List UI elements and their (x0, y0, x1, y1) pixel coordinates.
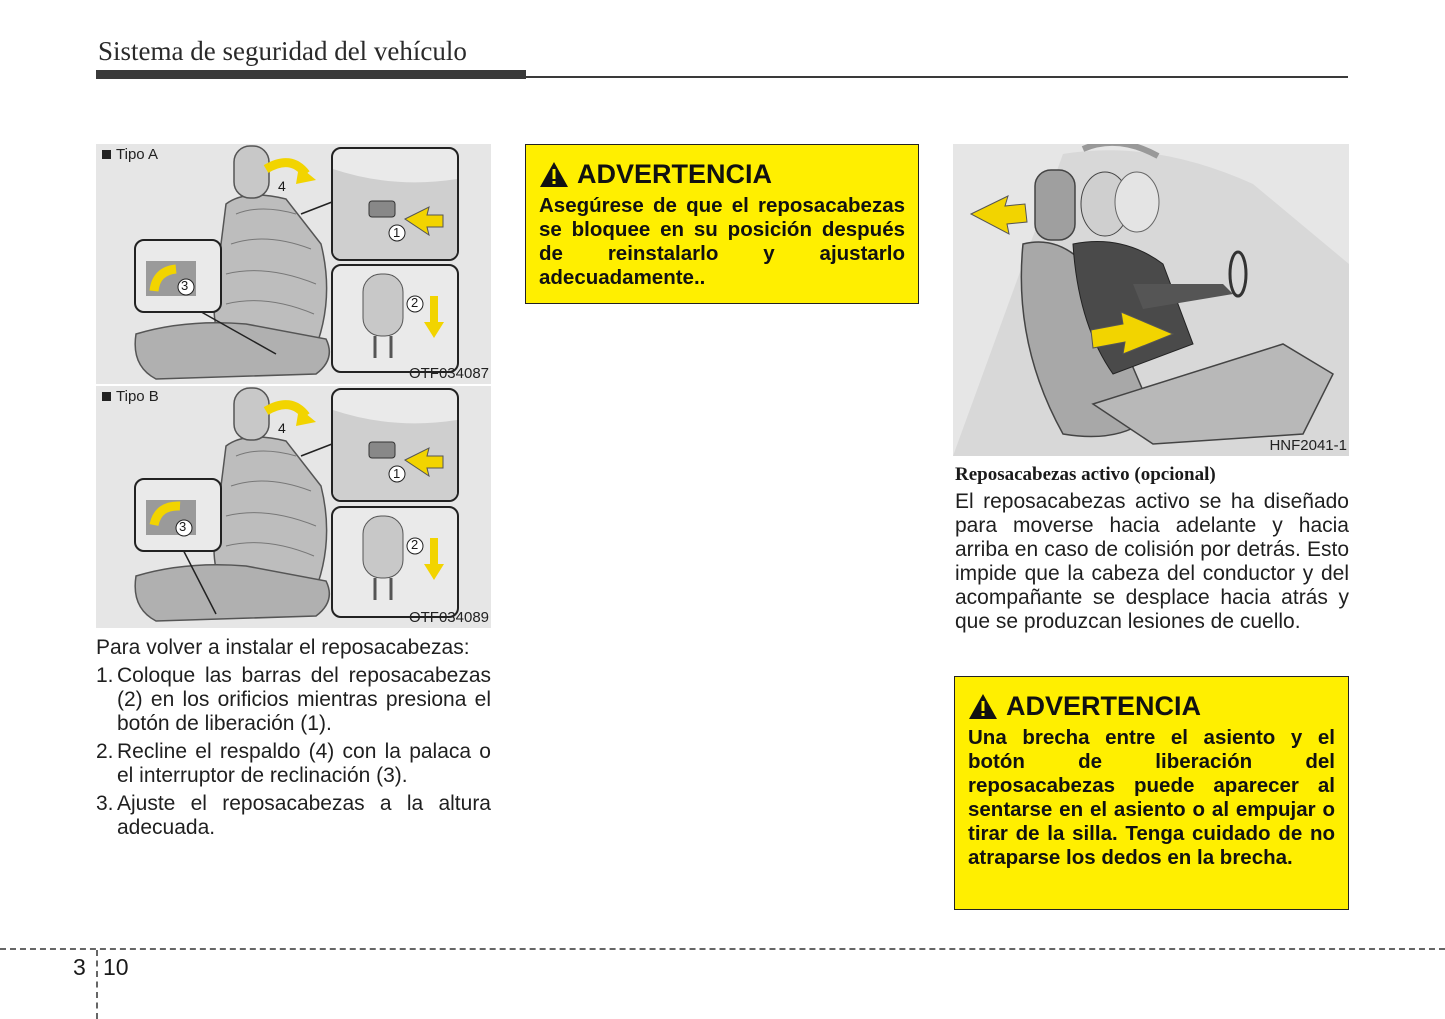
callout-3: 3 (179, 519, 187, 534)
figure-code: HNF2041-1 (1269, 437, 1347, 454)
callout-3: 3 (181, 278, 189, 293)
warning-title: ADVERTENCIA (577, 159, 773, 189)
figure-tipo-a (96, 144, 491, 384)
inset-recline-switch-b (134, 478, 222, 552)
header-rule-thick (96, 70, 526, 79)
active-headrest-heading: Reposacabezas activo (opcional) (955, 464, 1216, 485)
active-headrest-illustration (953, 144, 1349, 456)
figure-tipo-a-label: Tipo A (102, 146, 158, 163)
warning-text: Asegúrese de que el reposacabezas se bloquee en su posición después de reinstalarlo y ajustarlo adecuadamente.. (539, 194, 905, 289)
section-title: Sistema de seguridad del vehículo (98, 36, 467, 66)
inset-release-button-b (331, 388, 459, 502)
warning-title: ADVERTENCIA (1006, 691, 1202, 721)
warning-text: Una brecha entre el asiento y el botón de liberación del reposacabezas puede aparecer al sentarse en el asiento o al empujar o tirar de la silla. Tenga cuidado de no atraparse los dedos en la brecha. (968, 726, 1335, 869)
warning-box-1 (525, 144, 919, 304)
inset-recline-lever-a (134, 239, 222, 313)
figure-code: OTF034087 (408, 365, 489, 382)
callout-4: 4 (278, 420, 286, 436)
header-rule-thin (526, 76, 1348, 78)
inset-headrest-bars-a (331, 264, 459, 373)
list-item: 1. Coloque las barras del reposacabezas (2) en los orificios mientras presiona el botón de liberación (1). (96, 664, 491, 735)
figure-tipo-b-label: Tipo B (102, 388, 159, 405)
figure-code: OTF034089 (408, 609, 489, 626)
reinstall-instructions (96, 636, 491, 844)
callout-2: 2 (411, 537, 419, 552)
inset-release-button-a (331, 147, 459, 261)
page-number: 10 (103, 954, 129, 980)
warning-box-2 (954, 676, 1349, 910)
reinstall-steps (96, 664, 491, 840)
warning-triangle-icon (539, 161, 569, 188)
callout-1: 1 (393, 466, 401, 481)
callout-1: 1 (393, 225, 401, 240)
callout-4: 4 (278, 178, 286, 194)
list-item: 3. Ajuste el reposacabezas a la altura adecuada. (96, 792, 491, 839)
active-headrest-body: El reposacabezas activo se ha diseñado para moverse hacia adelante y hacia arriba en caso de colisión por detrás. Esto impide que la cabeza del conductor y del acompañante se desplace hacia atrás y que se produzcan lesiones de cuello. (955, 490, 1349, 633)
footer-divider (0, 948, 1445, 950)
chapter-number: 3 (73, 954, 86, 980)
footer-page-divider (96, 950, 98, 1019)
figure-tipo-b (96, 386, 491, 628)
inset-headrest-bars-b (331, 506, 459, 618)
callout-2: 2 (411, 295, 419, 310)
warning-triangle-icon (968, 693, 998, 720)
reinstall-intro: Para volver a instalar el reposacabezas: (96, 636, 470, 659)
list-item: 2. Recline el respaldo (4) con la palaca o el interruptor de reclinación (3). (96, 740, 491, 787)
figure-active-headrest (953, 144, 1349, 456)
